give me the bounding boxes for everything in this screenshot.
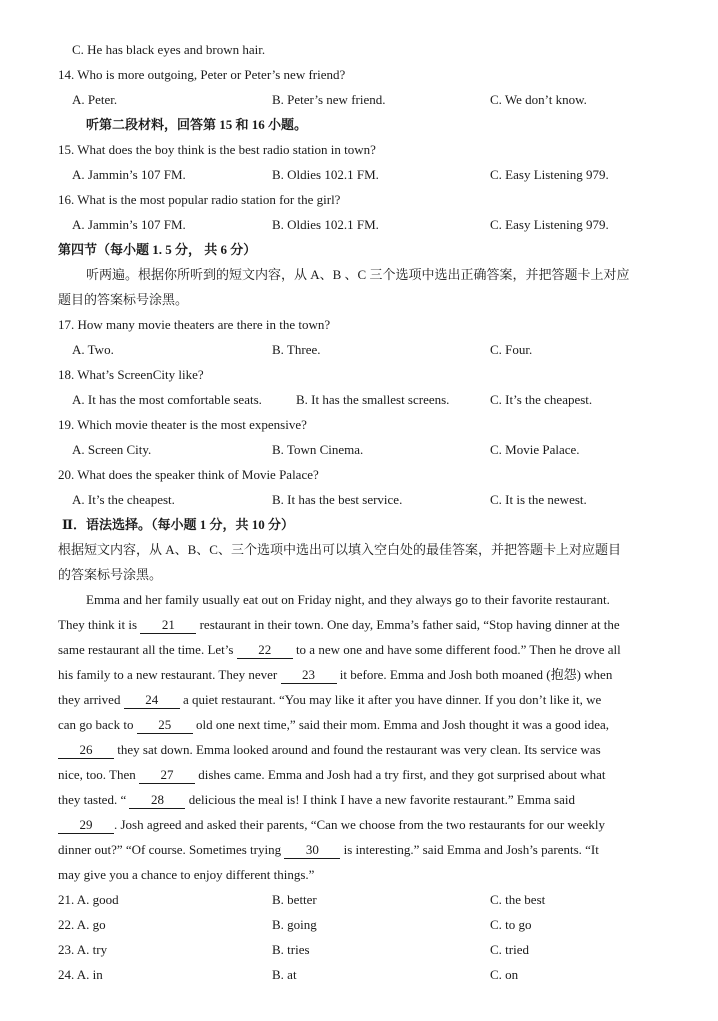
q16-option-a: A. Jammin’s 107 FM. bbox=[72, 217, 186, 232]
q14-option-c: C. We don’t know. bbox=[490, 92, 587, 107]
q14-question: 14. Who is more outgoing, Peter or Peter’s new friend? bbox=[58, 67, 346, 82]
passage-line-12: may give you a chance to enjoy different things.” bbox=[58, 867, 315, 882]
blank-22: 22 bbox=[237, 642, 293, 659]
grammar-instruction-line1: 根据短文内容，从 A、B、C、三个选项中选出可以填入空白处的最佳答案，并把答题卡上对应题目 bbox=[58, 542, 621, 557]
q14-option-a: A. Peter. bbox=[72, 92, 118, 107]
blank-26: 26 bbox=[58, 742, 114, 759]
passage-text: is interesting.” said Emma and Josh’s parents. “It bbox=[343, 842, 599, 857]
passage-text: it before. Emma and Josh both moaned (抱怨) when bbox=[339, 667, 613, 682]
q18-option-c: C. It’s the cheapest. bbox=[490, 392, 593, 407]
q19-option-b: B. Town Cinema. bbox=[272, 442, 364, 457]
q19-option-c: C. Movie Palace. bbox=[490, 442, 580, 457]
passage-line-6 bbox=[58, 716, 609, 734]
q20-option-b: B. It has the best service. bbox=[272, 492, 403, 507]
q22-option-c: C. to go bbox=[490, 917, 532, 932]
q20-option-c: C. It is the newest. bbox=[490, 492, 587, 507]
q18-question: 18. What’s ScreenCity like? bbox=[58, 367, 204, 382]
q24-option-a: 24. A. in bbox=[58, 967, 103, 982]
q23-option-c: C. tried bbox=[490, 942, 529, 957]
passage-line-5 bbox=[58, 691, 601, 709]
q21-option-a: 21. A. good bbox=[58, 892, 119, 907]
grammar-instruction-line2: 的答案标号涂黑。 bbox=[58, 567, 163, 582]
q23-option-a: 23. A. try bbox=[58, 942, 108, 957]
q14-option-b: B. Peter’s new friend. bbox=[272, 92, 386, 107]
passage-text: his family to a new restaurant. They never bbox=[58, 667, 278, 682]
blank-25: 25 bbox=[137, 717, 193, 734]
q16-option-c: C. Easy Listening 979. bbox=[490, 217, 609, 232]
passage-text: they tasted. “ bbox=[58, 792, 127, 807]
q21-option-b: B. better bbox=[272, 892, 317, 907]
passage-text: can go back to bbox=[58, 717, 134, 732]
blank-23: 23 bbox=[281, 667, 337, 684]
passage-text: delicious the meal is! I think I have a new favorite restaurant.” Emma said bbox=[188, 792, 575, 807]
q19-question: 19. Which movie theater is the most expensive? bbox=[58, 417, 307, 432]
passage-text: same restaurant all the time. Let’s bbox=[58, 642, 234, 657]
q20-question: 20. What does the speaker think of Movie Palace? bbox=[58, 467, 319, 482]
passage-line-2 bbox=[58, 616, 620, 634]
passage-line-8 bbox=[58, 766, 606, 784]
passage-text: dishes came. Emma and Josh had a try first, and they got surprised about what bbox=[198, 767, 606, 782]
passage-line-3 bbox=[58, 641, 621, 659]
q15-option-c: C. Easy Listening 979. bbox=[490, 167, 609, 182]
section4-instruction-line1: 听两遍。根据你所听到的短文内容，从 A、B 、C 三个选项中选出正确答案，并把答题卡上对应 bbox=[86, 267, 630, 282]
q13-option-c: C. He has black eyes and brown hair. bbox=[72, 42, 266, 57]
section4-instruction-line2: 题目的答案标号涂黑。 bbox=[58, 292, 189, 307]
blank-30: 30 bbox=[284, 842, 340, 859]
q17-question: 17. How many movie theaters are there in the town? bbox=[58, 317, 331, 332]
passage-text: . Josh agreed and asked their parents, “Can we choose from the two restaurants for our weekly bbox=[114, 817, 605, 832]
passage-text: They think it is bbox=[58, 617, 138, 632]
passage-text: old one next time,” said their mom. Emma and Josh thought it was a good idea, bbox=[195, 717, 609, 732]
q18-option-a: A. It has the most comfortable seats. bbox=[72, 392, 262, 407]
passage-text: they sat down. Emma looked around and found the restaurant was very clean. Its service was bbox=[117, 742, 601, 757]
q17-option-b: B. Three. bbox=[272, 342, 321, 357]
passage-text: they arrived bbox=[58, 692, 121, 707]
q16-option-b: B. Oldies 102.1 FM. bbox=[272, 217, 379, 232]
passage-text: dinner out?” “Of course. Sometimes trying bbox=[58, 842, 282, 857]
section4-title: 第四节（每小题 1. 5 分， 共 6 分） bbox=[58, 242, 257, 257]
passage-text: restaurant in their town. One day, Emma’s father said, “Stop having dinner at the bbox=[199, 617, 620, 632]
section2-material-heading: 听第二段材料，回答第 15 和 16 小题。 bbox=[86, 117, 308, 132]
q15-option-b: B. Oldies 102.1 FM. bbox=[272, 167, 379, 182]
passage-line-1: Emma and her family usually eat out on Friday night, and they always go to their favorite restaurant. bbox=[86, 592, 610, 607]
blank-24: 24 bbox=[124, 692, 180, 709]
passage-text: a quiet restaurant. “You may like it after you have dinner. If you don’t like it, we bbox=[182, 692, 602, 707]
q18-option-b: B. It has the smallest screens. bbox=[296, 392, 450, 407]
q20-option-a: A. It’s the cheapest. bbox=[72, 492, 175, 507]
passage-line-7 bbox=[58, 741, 601, 759]
q23-option-b: B. tries bbox=[272, 942, 310, 957]
q17-option-c: C. Four. bbox=[490, 342, 533, 357]
blank-21: 21 bbox=[140, 617, 196, 634]
q21-option-c: C. the best bbox=[490, 892, 546, 907]
grammar-section-title: Ⅱ．语法选择。（每小题 1 分，共 10 分） bbox=[62, 517, 294, 532]
q19-option-a: A. Screen City. bbox=[72, 442, 152, 457]
q17-option-a: A. Two. bbox=[72, 342, 114, 357]
passage-line-9 bbox=[58, 791, 575, 809]
blank-28: 28 bbox=[129, 792, 185, 809]
q22-option-b: B. going bbox=[272, 917, 317, 932]
passage-line-10 bbox=[58, 816, 605, 834]
q22-option-a: 22. A. go bbox=[58, 917, 106, 932]
q16-question: 16. What is the most popular radio station for the girl? bbox=[58, 192, 341, 207]
q15-option-a: A. Jammin’s 107 FM. bbox=[72, 167, 186, 182]
blank-29: 29 bbox=[58, 817, 114, 834]
passage-line-4 bbox=[58, 666, 612, 684]
q24-option-b: B. at bbox=[272, 967, 297, 982]
blank-27: 27 bbox=[139, 767, 195, 784]
passage-text: to a new one and have some different food.” Then he drove all bbox=[295, 642, 621, 657]
passage-text: nice, too. Then bbox=[58, 767, 136, 782]
q24-option-c: C. on bbox=[490, 967, 519, 982]
q15-question: 15. What does the boy think is the best radio station in town? bbox=[58, 142, 376, 157]
passage-line-11 bbox=[58, 841, 599, 859]
